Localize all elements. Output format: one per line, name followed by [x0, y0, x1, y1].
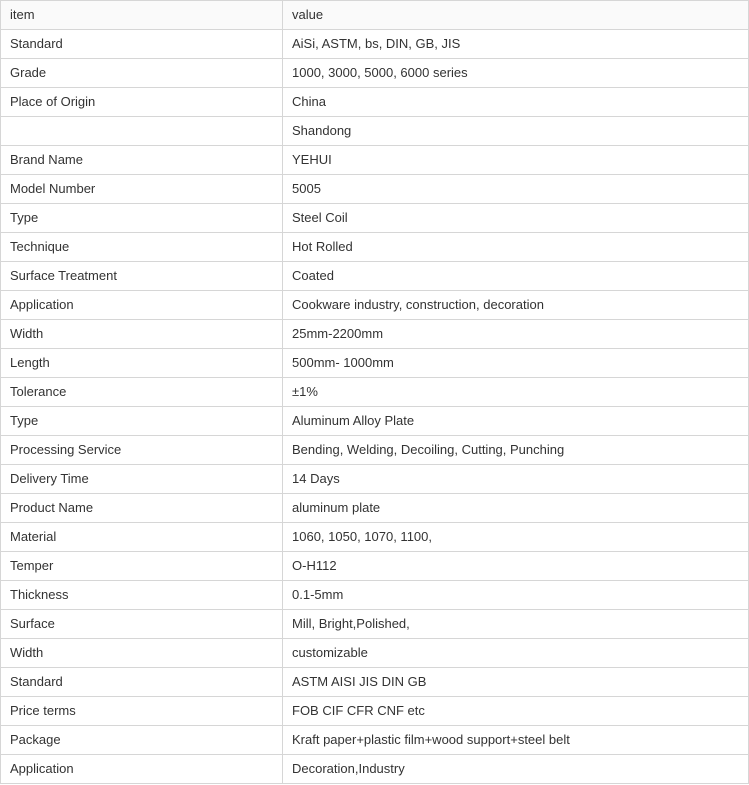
row-item: Brand Name [1, 146, 283, 175]
table-row [1, 581, 749, 610]
row-value: Cookware industry, construction, decoration [283, 291, 749, 320]
row-value: FOB CIF CFR CNF etc [283, 697, 749, 726]
table-row [1, 436, 749, 465]
row-value: Decoration,Industry [283, 755, 749, 784]
row-item: Place of Origin [1, 88, 283, 117]
row-value: Shandong [283, 117, 749, 146]
table-row [1, 610, 749, 639]
row-item: Delivery Time [1, 465, 283, 494]
row-value: Mill, Bright,Polished, [283, 610, 749, 639]
row-value: 1060, 1050, 1070, 1100, [283, 523, 749, 552]
row-item: Tolerance [1, 378, 283, 407]
row-item: Product Name [1, 494, 283, 523]
table-row [1, 755, 749, 784]
row-value: 0.1-5mm [283, 581, 749, 610]
row-value: Hot Rolled [283, 233, 749, 262]
table-row [1, 146, 749, 175]
table-row [1, 697, 749, 726]
row-value: 5005 [283, 175, 749, 204]
table-row [1, 639, 749, 668]
table-row [1, 378, 749, 407]
table-row [1, 262, 749, 291]
table-row [1, 204, 749, 233]
row-item: Surface Treatment [1, 262, 283, 291]
row-value: customizable [283, 639, 749, 668]
row-value: aluminum plate [283, 494, 749, 523]
row-item: Processing Service [1, 436, 283, 465]
row-value: 14 Days [283, 465, 749, 494]
table-row [1, 88, 749, 117]
row-item: Application [1, 755, 283, 784]
row-item [1, 117, 283, 146]
header-item: item [1, 1, 283, 30]
row-item: Type [1, 204, 283, 233]
header-value: value [283, 1, 749, 30]
row-value: Steel Coil [283, 204, 749, 233]
row-value: China [283, 88, 749, 117]
table-row [1, 494, 749, 523]
row-item: Price terms [1, 697, 283, 726]
table-row [1, 668, 749, 697]
table-row [1, 320, 749, 349]
table-row [1, 233, 749, 262]
row-item: Model Number [1, 175, 283, 204]
row-value: Coated [283, 262, 749, 291]
table-row [1, 117, 749, 146]
row-value: 1000, 3000, 5000, 6000 series [283, 59, 749, 88]
row-item: Application [1, 291, 283, 320]
table-header-row [1, 1, 749, 30]
table-row [1, 552, 749, 581]
row-value: 500mm- 1000mm [283, 349, 749, 378]
row-item: Grade [1, 59, 283, 88]
table-row [1, 59, 749, 88]
row-value: 25mm-2200mm [283, 320, 749, 349]
row-item: Material [1, 523, 283, 552]
row-item: Standard [1, 30, 283, 59]
table-row [1, 30, 749, 59]
row-item: Temper [1, 552, 283, 581]
row-value: O-H112 [283, 552, 749, 581]
row-item: Technique [1, 233, 283, 262]
row-value: AiSi, ASTM, bs, DIN, GB, JIS [283, 30, 749, 59]
row-item: Length [1, 349, 283, 378]
row-value: ±1% [283, 378, 749, 407]
table-row [1, 523, 749, 552]
table-row [1, 291, 749, 320]
row-value: Aluminum Alloy Plate [283, 407, 749, 436]
row-item: Width [1, 639, 283, 668]
row-item: Width [1, 320, 283, 349]
row-item: Standard [1, 668, 283, 697]
row-item: Type [1, 407, 283, 436]
table-row [1, 407, 749, 436]
row-value: YEHUI [283, 146, 749, 175]
row-item: Surface [1, 610, 283, 639]
row-value: ASTM AISI JIS DIN GB [283, 668, 749, 697]
table-row [1, 465, 749, 494]
row-item: Thickness [1, 581, 283, 610]
table-row [1, 349, 749, 378]
table-row [1, 175, 749, 204]
row-value: Bending, Welding, Decoiling, Cutting, Punching [283, 436, 749, 465]
row-value: Kraft paper+plastic film+wood support+steel belt [283, 726, 749, 755]
table-row [1, 726, 749, 755]
row-item: Package [1, 726, 283, 755]
